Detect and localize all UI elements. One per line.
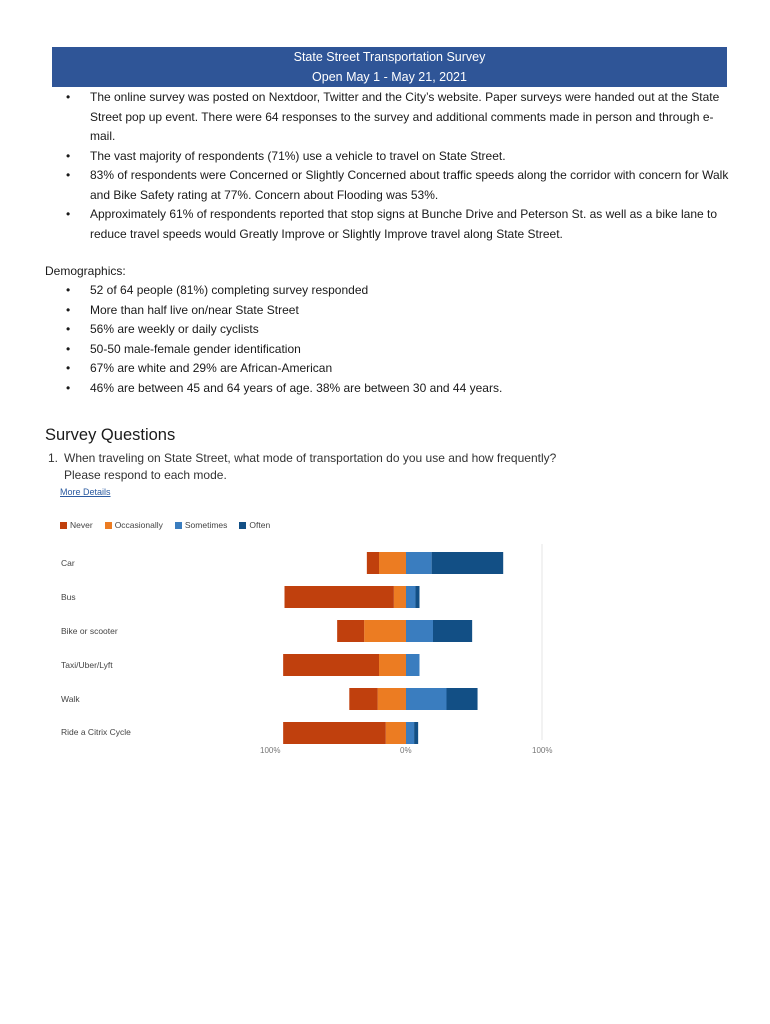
legend-item-sometimes: [175, 520, 228, 530]
bar-segment-never: [349, 688, 377, 710]
demographics-heading: Demographics:: [45, 264, 126, 278]
intro-bullet: • Approximately 61% of respondents reported that stop signs at Bunche Drive and Peterson St. as well as a bike lane to reduce travel speeds would Greatly Improve or Slightly Improve travel along State Street.: [60, 205, 730, 244]
x-tick-label: 100%: [532, 746, 553, 755]
intro-bullet: • The vast majority of respondents (71%) use a vehicle to travel on State Street.: [60, 147, 730, 167]
legend-swatch-never: [60, 522, 67, 529]
legend-label-sometimes: Sometimes: [184, 520, 228, 530]
chart-row-label: Walk: [61, 694, 80, 704]
legend-item-occasionally: [105, 520, 163, 530]
demographics-item: • 50-50 male-female gender identification: [60, 340, 660, 360]
demographics-item: • 46% are between 45 and 64 years of age. 38% are between 30 and 44 years.: [60, 379, 660, 399]
legend-label-occasionally: Occasionally: [114, 520, 163, 530]
demographics-item: • 67% are white and 29% are African-American: [60, 359, 660, 379]
transportation-mode-chart: [255, 540, 555, 745]
chart-row-label: Car: [61, 558, 75, 568]
legend-label-often: Often: [249, 520, 271, 530]
survey-title: State Street Transportation Survey: [293, 50, 486, 64]
chart-legend: [60, 520, 270, 530]
bar-segment-never: [285, 586, 394, 608]
intro-bullet: • The online survey was posted on Nextdoor, Twitter and the City’s website. Paper surveys were handed out at the State Street pop up event. There were 64 responses to the survey and additional comments made in person and through e-mail.: [60, 88, 730, 147]
bar-segment-sometimes: [406, 586, 415, 608]
intro-bullet-list: [60, 88, 730, 244]
demographics-list: [60, 281, 660, 399]
x-tick-label: 100%: [260, 746, 281, 755]
bar-segment-often: [432, 552, 504, 574]
more-details-link[interactable]: More Details: [60, 487, 111, 497]
demographics-item: • More than half live on/near State Street: [60, 301, 660, 321]
x-tick-label: 0%: [400, 746, 412, 755]
bar-segment-occasionally: [364, 620, 406, 642]
bar-segment-occasionally: [394, 586, 406, 608]
survey-dates: Open May 1 - May 21, 2021: [312, 70, 467, 84]
chart-row-label: Taxi/Uber/Lyft: [61, 660, 113, 670]
legend-swatch-often: [239, 522, 246, 529]
legend-item-never: [60, 520, 93, 530]
survey-header-banner: [52, 47, 727, 87]
question-text-line-1: When traveling on State Street, what mode of transportation do you use and how frequently?: [64, 451, 557, 465]
bar-segment-sometimes: [406, 552, 432, 574]
bar-segment-never: [283, 654, 379, 676]
bar-segment-occasionally: [386, 722, 406, 744]
question-1: [48, 450, 568, 484]
chart-row-label: Ride a Citrix Cycle: [61, 727, 131, 737]
demographics-item: • 52 of 64 people (81%) completing survey responded: [60, 281, 660, 301]
question-text-line-2: Please respond to each mode.: [64, 468, 227, 482]
legend-item-often: [239, 520, 270, 530]
bar-segment-often: [433, 620, 472, 642]
intro-bullet: • 83% of respondents were Concerned or Slightly Concerned about traffic speeds along the corridor with concern for Walk and Bike Safety rating at 77%. Concern about Flooding was 53%.: [60, 166, 730, 205]
bar-segment-often: [415, 586, 419, 608]
bar-segment-occasionally: [379, 552, 406, 574]
bar-segment-never: [337, 620, 364, 642]
bar-segment-sometimes: [406, 620, 433, 642]
legend-swatch-sometimes: [175, 522, 182, 529]
demographics-item: • 56% are weekly or daily cyclists: [60, 320, 660, 340]
question-number: 1.: [48, 451, 59, 465]
legend-swatch-occasionally: [105, 522, 112, 529]
bar-segment-sometimes: [406, 654, 420, 676]
bar-segment-never: [283, 722, 386, 744]
chart-row-label: Bus: [61, 592, 76, 602]
bar-segment-never: [367, 552, 379, 574]
bar-segment-sometimes: [406, 688, 447, 710]
bar-segment-sometimes: [406, 722, 414, 744]
chart-row-label: Bike or scooter: [61, 626, 118, 636]
survey-questions-heading: Survey Questions: [45, 426, 176, 444]
bar-segment-often: [414, 722, 418, 744]
bar-segment-occasionally: [378, 688, 406, 710]
bar-segment-occasionally: [379, 654, 406, 676]
legend-label-never: Never: [70, 520, 93, 530]
bar-segment-often: [447, 688, 478, 710]
